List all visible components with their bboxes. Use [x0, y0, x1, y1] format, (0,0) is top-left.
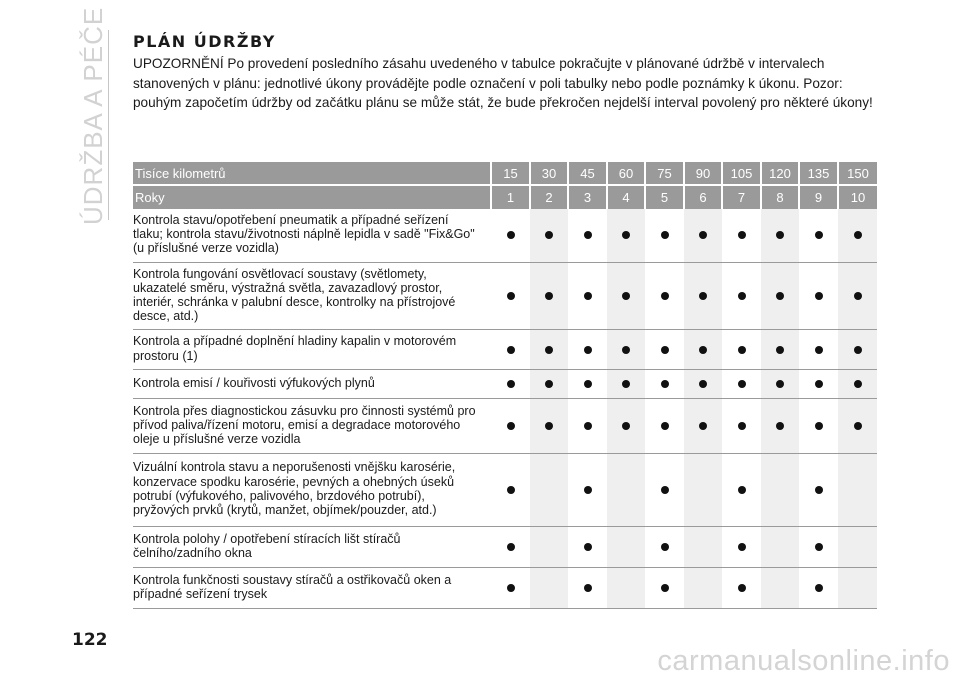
interval-cell — [568, 262, 607, 330]
years-header-row — [133, 185, 877, 209]
interval-cell — [838, 262, 877, 330]
interval-cell — [645, 369, 684, 398]
interval-cell — [491, 209, 530, 263]
interval-cell — [838, 526, 877, 567]
check-dot-icon — [584, 346, 592, 354]
interval-cell — [645, 526, 684, 567]
interval-cell — [684, 526, 722, 567]
page-title: PLÁN ÚDRŽBY — [133, 32, 276, 51]
interval-cell — [761, 453, 799, 526]
interval-cell — [799, 567, 838, 608]
maintenance-table — [133, 162, 877, 609]
check-dot-icon — [584, 543, 592, 551]
years-header-label: Roky — [133, 185, 491, 209]
years-header-cell: 4 — [607, 185, 645, 209]
interval-cell — [761, 567, 799, 608]
interval-cell — [530, 262, 568, 330]
table-row — [133, 398, 877, 453]
interval-cell — [530, 398, 568, 453]
check-dot-icon — [738, 292, 746, 300]
check-dot-icon — [584, 422, 592, 430]
interval-cell — [645, 209, 684, 263]
side-divider — [108, 30, 109, 220]
interval-cell — [761, 330, 799, 369]
check-dot-icon — [545, 231, 553, 239]
km-header-label: Tisíce kilometrů — [133, 162, 491, 185]
check-dot-icon — [661, 231, 669, 239]
check-dot-icon — [661, 584, 669, 592]
check-dot-icon — [661, 422, 669, 430]
interval-cell — [799, 330, 838, 369]
check-dot-icon — [738, 346, 746, 354]
check-dot-icon — [507, 380, 515, 388]
table-row — [133, 262, 877, 330]
interval-cell — [568, 526, 607, 567]
interval-cell — [838, 567, 877, 608]
interval-cell — [799, 453, 838, 526]
interval-cell — [761, 398, 799, 453]
interval-cell — [684, 453, 722, 526]
section-side-title: ÚDRŽBA A PÉČE — [78, 6, 108, 225]
interval-cell — [838, 369, 877, 398]
check-dot-icon — [854, 346, 862, 354]
check-dot-icon — [507, 231, 515, 239]
km-header-cell: 30 — [530, 162, 568, 185]
check-dot-icon — [854, 231, 862, 239]
check-dot-icon — [584, 231, 592, 239]
interval-cell — [530, 369, 568, 398]
page-number: 122 — [72, 630, 108, 650]
interval-cell — [799, 209, 838, 263]
interval-cell — [568, 369, 607, 398]
check-dot-icon — [622, 380, 630, 388]
check-dot-icon — [661, 543, 669, 551]
interval-cell — [799, 262, 838, 330]
km-header-row — [133, 162, 877, 185]
interval-cell — [722, 209, 761, 263]
operation-text: Vizuální kontrola stavu a neporušenosti vnějšku karosérie, konzervace spodku karosérie, pevných a ohebných úseků potrubí (výfukového, palivového, brzdového potrubí), pryžových prvků (krytů, manžet, objímek/pouzder, atd.) — [133, 453, 491, 526]
table-row — [133, 209, 877, 263]
check-dot-icon — [622, 231, 630, 239]
check-dot-icon — [738, 584, 746, 592]
check-dot-icon — [776, 380, 784, 388]
check-dot-icon — [815, 584, 823, 592]
interval-cell — [645, 262, 684, 330]
check-dot-icon — [815, 380, 823, 388]
check-dot-icon — [776, 292, 784, 300]
check-dot-icon — [776, 346, 784, 354]
table-row — [133, 526, 877, 567]
operation-text: Kontrola funkčnosti soustavy stíračů a ostřikovačů oken a případné seřízení trysek — [133, 567, 491, 608]
interval-cell — [568, 209, 607, 263]
years-header-cell: 7 — [722, 185, 761, 209]
watermark: carmanualsonline.info — [657, 645, 950, 677]
check-dot-icon — [661, 346, 669, 354]
interval-cell — [722, 567, 761, 608]
check-dot-icon — [738, 486, 746, 494]
interval-cell — [799, 369, 838, 398]
interval-cell — [568, 330, 607, 369]
check-dot-icon — [545, 346, 553, 354]
years-header-cell: 9 — [799, 185, 838, 209]
interval-cell — [607, 453, 645, 526]
interval-cell — [684, 209, 722, 263]
interval-cell — [761, 262, 799, 330]
check-dot-icon — [661, 486, 669, 494]
check-dot-icon — [738, 543, 746, 551]
check-dot-icon — [507, 422, 515, 430]
km-header-cell: 120 — [761, 162, 799, 185]
operation-text: Kontrola fungování osvětlovací soustavy (světlomety, ukazatelé směru, výstražná světla, zavazadlový prostor, interiér, schránka v palubní desce, kontrolky na přístrojové desce, atd.) — [133, 262, 491, 330]
check-dot-icon — [854, 380, 862, 388]
table-row — [133, 567, 877, 608]
check-dot-icon — [699, 346, 707, 354]
interval-cell — [684, 262, 722, 330]
check-dot-icon — [622, 346, 630, 354]
interval-cell — [684, 330, 722, 369]
interval-cell — [491, 330, 530, 369]
check-dot-icon — [545, 380, 553, 388]
km-header-cell: 150 — [838, 162, 877, 185]
interval-cell — [799, 398, 838, 453]
table-row — [133, 453, 877, 526]
interval-cell — [645, 398, 684, 453]
interval-cell — [530, 567, 568, 608]
check-dot-icon — [699, 231, 707, 239]
check-dot-icon — [507, 292, 515, 300]
check-dot-icon — [661, 380, 669, 388]
years-header-cell: 6 — [684, 185, 722, 209]
years-header-cell: 2 — [530, 185, 568, 209]
check-dot-icon — [815, 346, 823, 354]
check-dot-icon — [854, 422, 862, 430]
check-dot-icon — [738, 231, 746, 239]
check-dot-icon — [854, 292, 862, 300]
interval-cell — [530, 526, 568, 567]
interval-cell — [607, 398, 645, 453]
interval-cell — [838, 398, 877, 453]
check-dot-icon — [622, 292, 630, 300]
years-header-cell: 1 — [491, 185, 530, 209]
interval-cell — [684, 369, 722, 398]
interval-cell — [761, 209, 799, 263]
interval-cell — [607, 526, 645, 567]
interval-cell — [645, 330, 684, 369]
km-header-cell: 90 — [684, 162, 722, 185]
table-row — [133, 330, 877, 369]
check-dot-icon — [815, 543, 823, 551]
check-dot-icon — [815, 231, 823, 239]
check-dot-icon — [545, 422, 553, 430]
interval-cell — [684, 567, 722, 608]
interval-cell — [761, 369, 799, 398]
check-dot-icon — [584, 486, 592, 494]
interval-cell — [568, 398, 607, 453]
interval-cell — [799, 526, 838, 567]
interval-cell — [645, 567, 684, 608]
operation-text: Kontrola přes diagnostickou zásuvku pro činnosti systémů pro přívod paliva/řízení motoru, emisí a degradace motorového oleje u příslušné verze vozidla — [133, 398, 491, 453]
interval-cell — [530, 453, 568, 526]
interval-cell — [491, 262, 530, 330]
interval-cell — [491, 526, 530, 567]
interval-cell — [761, 526, 799, 567]
check-dot-icon — [738, 380, 746, 388]
interval-cell — [838, 330, 877, 369]
check-dot-icon — [815, 422, 823, 430]
check-dot-icon — [815, 486, 823, 494]
check-dot-icon — [584, 380, 592, 388]
check-dot-icon — [584, 584, 592, 592]
km-header-cell: 45 — [568, 162, 607, 185]
check-dot-icon — [776, 231, 784, 239]
km-header-cell: 15 — [491, 162, 530, 185]
interval-cell — [645, 453, 684, 526]
interval-cell — [722, 453, 761, 526]
table-row — [133, 369, 877, 398]
km-header-cell: 105 — [722, 162, 761, 185]
intro-warning-text: UPOZORNĚNÍ Po provedení posledního zásahu uvedeného v tabulce pokračujte v plánované údržbě v intervalech stanovených v plánu: jednotlivé úkony provádějte podle označení v poli tabulky nebo podle poznámky k úkonu. Pozor: pouhým započetím údržby od začátku plánu se může stát, že bude překročen nejdelší interval povolený pro některé úkony! — [133, 56, 873, 110]
operation-text: Kontrola stavu/opotřebení pneumatik a případné seřízení tlaku; kontrola stavu/životnosti náplně lepidla v sadě "Fix&Go" (u příslušné verze vozidla) — [133, 209, 491, 263]
interval-cell — [568, 453, 607, 526]
interval-cell — [607, 330, 645, 369]
check-dot-icon — [507, 486, 515, 494]
check-dot-icon — [699, 422, 707, 430]
interval-cell — [491, 567, 530, 608]
interval-cell — [722, 369, 761, 398]
operation-text: Kontrola a případné doplnění hladiny kapalin v motorovém prostoru (1) — [133, 330, 491, 369]
interval-cell — [607, 209, 645, 263]
interval-cell — [838, 209, 877, 263]
interval-cell — [838, 453, 877, 526]
operation-text: Kontrola polohy / opotřebení stíracích lišt stíračů čelního/zadního okna — [133, 526, 491, 567]
interval-cell — [607, 369, 645, 398]
years-header-cell: 8 — [761, 185, 799, 209]
years-header-cell: 5 — [645, 185, 684, 209]
km-header-cell: 60 — [607, 162, 645, 185]
years-header-cell: 3 — [568, 185, 607, 209]
interval-cell — [530, 209, 568, 263]
interval-cell — [722, 262, 761, 330]
check-dot-icon — [661, 292, 669, 300]
interval-cell — [684, 398, 722, 453]
check-dot-icon — [699, 292, 707, 300]
interval-cell — [722, 398, 761, 453]
interval-cell — [607, 262, 645, 330]
interval-cell — [722, 330, 761, 369]
check-dot-icon — [776, 422, 784, 430]
check-dot-icon — [507, 584, 515, 592]
interval-cell — [491, 369, 530, 398]
check-dot-icon — [507, 543, 515, 551]
maintenance-table-body — [133, 209, 877, 609]
check-dot-icon — [507, 346, 515, 354]
interval-cell — [722, 526, 761, 567]
years-header-cell: 10 — [838, 185, 877, 209]
interval-cell — [607, 567, 645, 608]
interval-cell — [568, 567, 607, 608]
km-header-cell: 135 — [799, 162, 838, 185]
operation-text: Kontrola emisí / kouřivosti výfukových plynů — [133, 369, 491, 398]
km-header-cell: 75 — [645, 162, 684, 185]
interval-cell — [491, 453, 530, 526]
check-dot-icon — [815, 292, 823, 300]
check-dot-icon — [699, 380, 707, 388]
interval-cell — [530, 330, 568, 369]
check-dot-icon — [545, 292, 553, 300]
check-dot-icon — [738, 422, 746, 430]
check-dot-icon — [622, 422, 630, 430]
check-dot-icon — [584, 292, 592, 300]
interval-cell — [491, 398, 530, 453]
